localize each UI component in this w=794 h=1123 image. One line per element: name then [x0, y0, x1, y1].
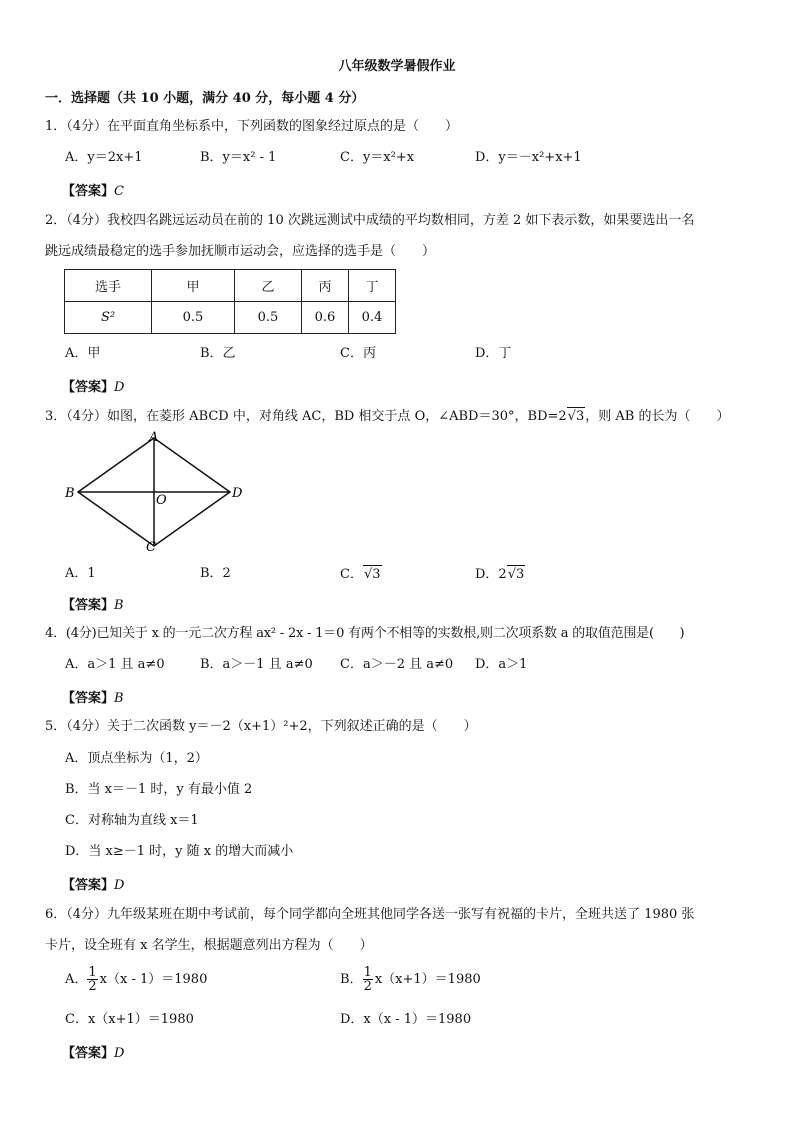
question-5-stem: 5．（4分）关于二次函数 y＝－2（x+1）²+2，下列叙述正确的是（ ） — [45, 719, 477, 734]
table-cell: 0.5 — [152, 302, 235, 334]
table-cell: 0.4 — [349, 302, 396, 334]
vertex-label-d: D — [232, 486, 243, 501]
question-1-option-b: B．y＝x² - 1 — [200, 150, 277, 165]
question-3-option-b: B．2 — [200, 566, 231, 581]
question-2-answer: 【答案】D — [62, 380, 125, 395]
rhombus-figure — [60, 428, 260, 556]
question-6-stem-line1: 6．（4分）九年级某班在期中考试前，每个同学都向全班其他同学各送一张写有祝福的卡片，全班共送了 1980 张 — [45, 907, 695, 922]
table-header-row — [65, 270, 396, 302]
table-cell: 甲 — [152, 270, 235, 302]
question-5-option-a: A．顶点坐标为（1，2） — [65, 751, 208, 766]
vertex-label-a: A — [149, 430, 159, 445]
question-2-option-b: B．乙 — [200, 346, 236, 361]
question-3-option-a: A．1 — [65, 566, 96, 581]
question-4-option-b: B．a＞－1 且 a≠0 — [200, 657, 313, 672]
question-2-stem-line1: 2．（4分）我校四名跳远运动员在前的 10 次跳远测试中成绩的平均数相同，方差 2 如下表示数，如果要选出一名 — [45, 213, 695, 228]
question-6-answer: 【答案】D — [62, 1046, 125, 1061]
question-4-stem: 4．(4分)已知关于 x 的一元二次方程 ax² - 2x - 1＝0 有两个不相等的实数根,则二次项系数 a 的取值范围是( ) — [45, 626, 685, 641]
table-cell: 丁 — [349, 270, 396, 302]
question-2-option-a: A．甲 — [65, 346, 101, 361]
question-4-answer: 【答案】B — [62, 691, 124, 706]
table-row — [65, 302, 396, 334]
table-cell: 0.6 — [302, 302, 349, 334]
question-1-option-c: C．y＝x²+x — [340, 150, 415, 165]
question-1-option-a: A．y＝2x+1 — [65, 150, 143, 165]
question-2-option-d: D．丁 — [475, 346, 512, 361]
fraction-one-half: $\frac{1}{2}$ — [363, 965, 372, 994]
vertex-label-c: C — [146, 540, 156, 555]
question-1-stem: 1．（4分）在平面直角坐标系中，下列函数的图象经过原点的是（ ） — [45, 119, 459, 134]
question-3-stem: 3．（4分）如图，在菱形 ABCD 中，对角线 AC，BD 相交于点 O，∠ABD＝30°，BD=2√3，则 AB 的长为（ ） — [45, 409, 730, 424]
question-4-option-a: A．a＞1 且 a≠0 — [65, 657, 165, 672]
question-1-answer: 【答案】C — [62, 184, 124, 199]
question-6-option-a: A． $\frac{1}{2}$ x（x - 1）＝1980 — [65, 965, 208, 994]
table-cell: 选手 — [65, 270, 152, 302]
question-4-option-c: C．a＞－2 且 a≠0 — [340, 657, 454, 672]
question-5-option-b: B．当 x＝－1 时，y 有最小值 2 — [65, 782, 253, 797]
center-label-o: O — [156, 493, 167, 508]
question-3-option-c: C．√3 — [340, 567, 381, 582]
question-6-stem-line2: 卡片，设全班有 x 名学生，根据题意列出方程为（ ） — [45, 938, 373, 953]
vertex-label-b: B — [65, 486, 75, 501]
question-4-option-d: D．a＞1 — [475, 657, 528, 672]
sqrt-symbol: √3 — [567, 409, 585, 424]
question-1-option-d: D．y＝－x²+x+1 — [475, 150, 582, 165]
table-cell: 0.5 — [235, 302, 302, 334]
section-heading: 一．选择题（共 10 小题，满分 40 分，每小题 4 分） — [45, 91, 365, 106]
question-6-option-b: B． $\frac{1}{2}$ x（x+1）＝1980 — [340, 965, 481, 994]
question-2-stem-line2: 跳远成绩最稳定的选手参加抚顺市运动会，应选择的选手是（ ） — [45, 244, 436, 259]
table-cell: 丙 — [302, 270, 349, 302]
question-5-answer: 【答案】D — [62, 878, 125, 893]
fraction-one-half: $\frac{1}{2}$ — [88, 965, 97, 994]
question-5-option-c: C．对称轴为直线 x＝1 — [65, 813, 199, 828]
table-cell: 乙 — [235, 270, 302, 302]
variance-table — [64, 269, 396, 334]
question-3-answer: 【答案】B — [62, 598, 124, 613]
question-6-option-d: D．x（x - 1）＝1980 — [340, 1012, 472, 1027]
table-cell: S² — [65, 302, 152, 334]
question-6-option-c: C．x（x+1）＝1980 — [65, 1012, 194, 1027]
question-3-option-d: D．2√3 — [475, 567, 525, 582]
question-5-option-d: D．当 x≥－1 时，y 随 x 的增大而减小 — [65, 844, 294, 859]
page-title: 八年级数学暑假作业 — [338, 59, 456, 74]
question-2-option-c: C．丙 — [340, 346, 376, 361]
